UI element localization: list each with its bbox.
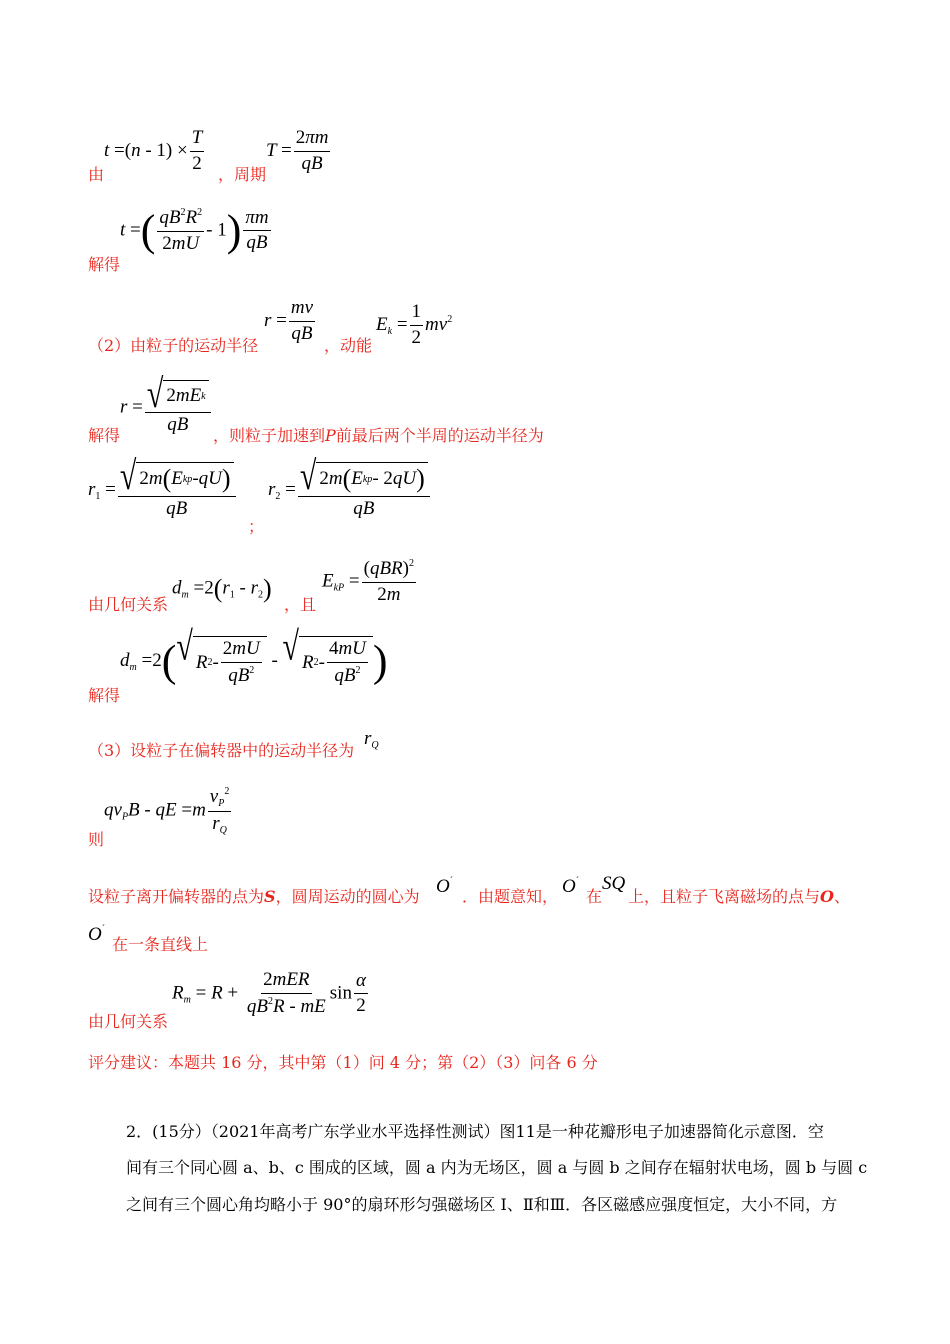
- text-accelerate-b: 前最后两个半周的运动半径为: [335, 426, 544, 445]
- text-exit-b: ，圆周运动的圆心为: [275, 887, 420, 906]
- equation-ekp: $E_{kP}$ = $\frac{(qBR)^2}{2m}$: [322, 558, 414, 605]
- symbol-o-prime-2: O´: [562, 876, 580, 897]
- text-solve-3: 解得: [88, 686, 121, 705]
- equation-r2: $r_2$ = √ 2 m ( E kp - 2 qU ) qB: [268, 462, 432, 519]
- text-then: 则: [88, 830, 105, 849]
- equation-t-result: t =( $\frac{qB^2R^2}{2mU}$ - 1) $\frac{\pi m}{qB}$: [120, 205, 269, 255]
- text-accelerate-a: ，则粒子加速到: [213, 426, 326, 445]
- equation-dm: $d_m =2(r_1 - r_2)$: [172, 574, 272, 603]
- text-part3-intro: （3）设粒子在偏转器中的运动半径为: [88, 741, 355, 760]
- equation-radius-energy: r = √ 2 mE k qB: [120, 380, 213, 436]
- problem-2-line-2: 间有三个同心圆 a、b、c 围成的区域，圆 a 内为无场区，圆 a 与圆 b 之间存在辐射状电场，圆 b 与圆 c: [126, 1158, 868, 1177]
- problem-2-line-1: 2．(15分）（2021年高考广东学业水平选择性测试）图11是一种花瓣形电子加速器简化示意图．空: [126, 1122, 824, 1141]
- equation-r1: $r_1$ = √ 2 m ( E kp - qU ) qB: [88, 462, 238, 519]
- equation-radius: r = $\frac{mv}{qB}$: [264, 297, 314, 344]
- text-period: ，周期: [218, 165, 267, 184]
- equation-t-n: t =(n - 1) × $\frac{T}{2}$: [104, 127, 203, 174]
- equation-force-balance: $qv_PB$ - qE =m $\frac{v_P^2}{r_Q}$: [104, 786, 230, 836]
- symbol-o-prime-3: O´: [88, 924, 106, 945]
- text-solve-1: 解得: [88, 255, 121, 274]
- text-you: 由: [88, 165, 105, 184]
- point-o: O: [820, 887, 834, 906]
- text-geometry-1: 由几何关系: [88, 595, 169, 614]
- symbol-sq: SQ: [602, 873, 626, 894]
- text-exit-point: [88, 884, 420, 907]
- equation-kinetic-energy: $E_k$ = $\frac{1}{2}$ $mv^2$: [376, 301, 453, 348]
- point-s: S: [264, 887, 276, 906]
- text-and: ，且: [284, 595, 317, 614]
- text-same-line: 在一条直线上: [112, 935, 209, 954]
- problem-2-line-3: 之间有三个圆心角均略小于 90°的扇环形匀强磁场区 I、Ⅱ和Ⅲ．各区磁感应强度恒定，大小不同，方: [126, 1195, 838, 1214]
- text-known: ．由题意知，: [462, 887, 559, 906]
- text-exit-c-a: 上，且粒子飞离磁场的点与: [628, 887, 821, 906]
- text-kinetic: ，动能: [324, 336, 373, 355]
- text-semicolon: ；: [248, 517, 265, 536]
- text-on: 在: [586, 887, 603, 906]
- grading-note: 评分建议：本题共 16 分，其中第（1）问 4 分；第（2）（3）问各 6 分: [88, 1053, 598, 1072]
- text-accelerate: [213, 423, 544, 446]
- point-p: P: [325, 426, 336, 445]
- symbol-o-prime-1: O´: [436, 876, 454, 897]
- text-geometry-2: 由几何关系: [88, 1012, 169, 1031]
- text-exit-c: [628, 884, 850, 907]
- text-exit-a: 设粒子离开偏转器的点为: [88, 887, 265, 906]
- text-exit-c-b: 、: [833, 887, 850, 906]
- equation-rm: $R_m = R$ + $\frac{\text{2mER}}{qB^2R - mE}$ sin $\frac{\alpha}{2}$: [172, 969, 366, 1017]
- text-solve-2: 解得: [88, 426, 121, 445]
- text-part2-intro: （2）由粒子的运动半径: [88, 336, 259, 355]
- symbol-rq: $r_Q$: [364, 728, 379, 751]
- equation-period: T = $\frac{2\pi m}{qB}$: [266, 127, 329, 174]
- equation-dm-result: $d_m =2$( √ R 2 - $\frac{2mU}{qB^2}$ - √ R 2 - $\frac{4mU}{qB^2}$ ): [120, 624, 388, 686]
